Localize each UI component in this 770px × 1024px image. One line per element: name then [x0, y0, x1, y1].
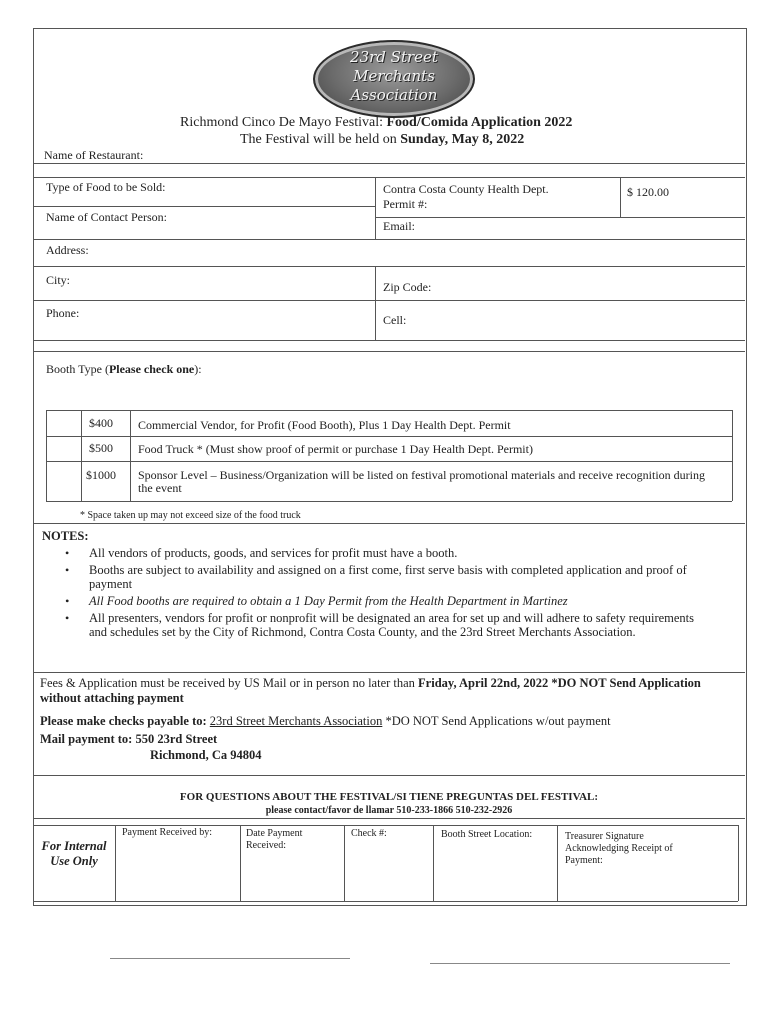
permit-fee: $ 120.00 — [627, 185, 669, 199]
booth-checkbox-1000[interactable] — [50, 465, 77, 495]
cell-field[interactable]: Cell: — [383, 313, 407, 327]
checks-payable-line: Please make checks payable to: 23rd Street Merchants Association *DO NOT Send Applications w/out payment — [40, 714, 611, 728]
note-item: • All Food booths are required to obtain a 1 Day Permit from the Health Department in Martinez — [89, 594, 712, 608]
date-payment-received-cell[interactable]: Date Payment Received: — [246, 828, 303, 851]
festival-date: The Festival will be held on Sunday, May 8, 2022 — [240, 132, 525, 147]
fees-deadline: Fees & Application must be received by US Mail or in person no later than Friday, April 22nd, 2022 *DO NOT Send Application without attaching payment — [40, 676, 701, 705]
booth-type-label: Booth Type (Please check one): — [46, 362, 202, 376]
page-title: Richmond Cinco De Mayo Festival: Food/Comida Application 2022 — [180, 115, 573, 130]
booth-price-500: $500 — [89, 441, 113, 455]
phone-field[interactable]: Phone: — [46, 306, 80, 320]
booth-desc-1000: Sponsor Level – Business/Organization will be listed on festival promotional materials and receive recognition during the event — [138, 468, 705, 495]
merchants-association-logo — [313, 40, 475, 118]
notes-list — [42, 546, 712, 642]
zip-code-field[interactable]: Zip Code: — [383, 280, 432, 294]
mail-payment-city: Richmond, Ca 94804 — [150, 748, 262, 762]
logo-line-3: Association — [350, 86, 438, 104]
booth-options-table — [46, 410, 732, 501]
city-field[interactable]: City: — [46, 273, 71, 287]
address-field[interactable]: Address: — [46, 243, 89, 257]
note-item: • All vendors of products, goods, and services for profit must have a booth. — [89, 546, 712, 560]
internal-use-table — [33, 825, 738, 901]
booth-checkbox-400[interactable] — [50, 414, 77, 432]
questions-contact: please contact/favor de llamar 510-233-1866 510-232-2926 — [265, 805, 513, 816]
notes-heading: NOTES: — [42, 529, 89, 543]
treasurer-signature-cell[interactable]: Treasurer Signature Acknowledging Receipt of Payment: — [565, 831, 673, 866]
internal-use-label: For Internal Use Only — [41, 839, 107, 868]
health-dept-label: Contra Costa County Health Dept. — [383, 182, 549, 196]
note-item: • All presenters, vendors for profit or nonprofit will be designated an area for set up and will adhere to safety requirements and schedules set by the City of Richmond, Contra Costa County, and the 23rd Street Merchants Association. — [89, 611, 712, 639]
email-field[interactable]: Email: — [383, 219, 415, 233]
restaurant-name-field[interactable]: Name of Restaurant: — [44, 148, 144, 162]
booth-price-1000: $1000 — [86, 468, 116, 482]
logo-line-1: 23rd Street — [350, 48, 438, 66]
booth-desc-500: Food Truck * (Must show proof of permit or purchase 1 Day Health Dept. Permit) — [138, 442, 533, 456]
permit-number-field[interactable]: Permit #: — [383, 197, 428, 211]
contact-person-field[interactable]: Name of Contact Person: — [46, 210, 167, 224]
booth-checkbox-500[interactable] — [50, 439, 77, 457]
logo-line-2: Merchants — [353, 67, 435, 85]
note-item: • Booths are subject to availability and assigned on a first come, first serve basis with completed application and proof of payment — [89, 563, 712, 591]
payment-received-by-cell[interactable]: Payment Received by: — [122, 827, 212, 838]
questions-heading: FOR QUESTIONS ABOUT THE FESTIVAL/SI TIENE PREGUNTAS DEL FESTIVAL: — [179, 791, 599, 803]
mail-payment-line: Mail payment to: 550 23rd Street — [40, 732, 218, 746]
food-truck-footnote: * Space taken up may not exceed size of the food truck — [80, 510, 301, 521]
booth-street-location-cell[interactable]: Booth Street Location: — [441, 829, 533, 840]
booth-price-400: $400 — [89, 416, 113, 430]
food-type-field[interactable]: Type of Food to be Sold: — [46, 180, 166, 194]
check-number-cell[interactable]: Check #: — [351, 828, 387, 839]
booth-desc-400: Commercial Vendor, for Profit (Food Booth), Plus 1 Day Health Dept. Permit — [138, 418, 511, 432]
